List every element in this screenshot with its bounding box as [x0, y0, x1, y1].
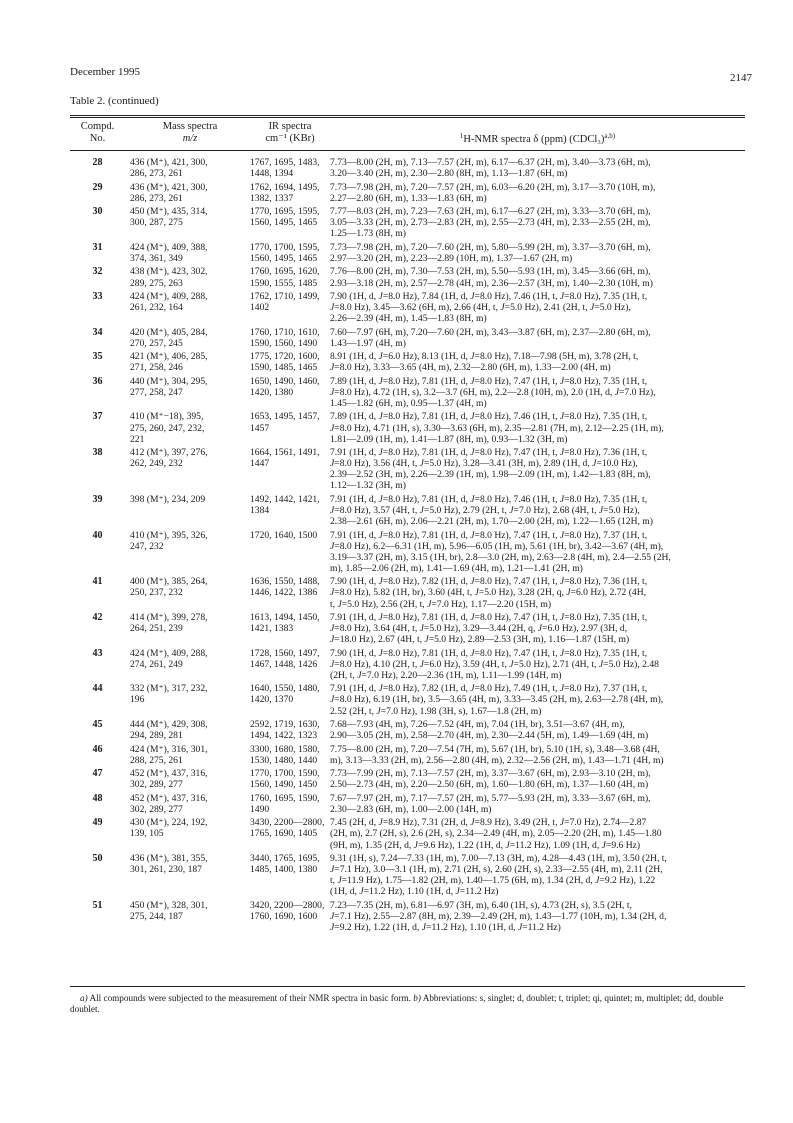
mass-spectra-cell: 412 (M⁺), 397, 276, 262, 249, 232 — [130, 447, 208, 470]
page-number: 2147 — [730, 72, 752, 84]
mass-spectra-cell: 436 (M⁺), 421, 300, 286, 273, 261 — [130, 157, 208, 180]
ir-spectra-cell: 1760, 1695, 1590, 1490 — [250, 792, 320, 815]
table-row — [70, 157, 745, 179]
ir-spectra-cell: 1613, 1494, 1450, 1421, 1383 — [250, 612, 320, 635]
compound-number-cell: 47 — [92, 768, 103, 780]
nmr-spectra-cell: 7.90 (1H, d, J=8.0 Hz), 7.82 (1H, d, J=8.0 Hz), 7.47 (1H, t, J=8.0 Hz), 7.36 (1H, t, J=8.0 Hz), 5.82 (1H, br), 3.60 (4H, t, J=5.0 Hz), 3.28 (2H, q, J=6.0 Hz), 2.72 (4H, t, J=5.0 Hz), 2.56 (2H, t, J=7.0 Hz), 1.17—2.20 (15H, m) — [330, 576, 648, 610]
column-header-mass-spectra — [130, 121, 250, 145]
table-row — [70, 853, 745, 897]
mass-spectra-cell: 436 (M⁺), 421, 300, 286, 273, 261 — [130, 181, 208, 204]
table-row — [70, 817, 745, 850]
ir-spectra-cell: 3420, 2200—2800, 1760, 1690, 1600 — [250, 899, 325, 922]
nmr-spectra-cell: 7.91 (1H, d, J=8.0 Hz), 7.81 (1H, d, J=8.0 Hz), 7.47 (1H, t, J=8.0 Hz), 7.36 (1H, t, J=8.0 Hz), 3.56 (4H, t, J=5.0 Hz), 3.28—3.41 (3H, m), 2.89 (1H, d, J=10.0 Hz), 2.39—2.52 (3H, m), 2.26—2.39 (1H, m), 1.98—2.09 (1H, m), 1.42—1.83 (8H, m), 1.12—1.32 (3H, m) — [330, 447, 651, 492]
table-header-rule — [70, 150, 745, 151]
mass-header-line1: Mass spectra — [162, 121, 218, 132]
ir-spectra-cell: 1720, 1640, 1500 — [250, 529, 318, 541]
compound-number-cell: 46 — [92, 743, 103, 755]
footnote-b-marker: b) — [413, 993, 421, 1003]
table-row — [70, 648, 745, 681]
nmr-spectra-cell: 7.91 (1H, d, J=8.0 Hz), 7.81 (1H, d, J=8.0 Hz), 7.46 (1H, t, J=8.0 Hz), 7.35 (1H, t, J=8.0 Hz), 3.57 (4H, t, J=5.0 Hz), 2.79 (2H, t, J=7.0 Hz), 2.68 (4H, t, J=5.0 Hz), 2.38—2.61 (6H, m), 2.06—2.21 (2H, m), 1.70—2.00 (2H, m), 1.22—1.65 (12H, m) — [330, 493, 653, 528]
mass-spectra-cell: 436 (M⁺), 381, 355, 301, 261, 230, 187 — [130, 853, 208, 876]
ir-spectra-cell: 1770, 1700, 1595, 1560, 1495, 1465 — [250, 241, 320, 264]
nmr-spectra-cell: 7.91 (1H, d, J=8.0 Hz), 7.81 (1H, d, J=8.0 Hz), 7.47 (1H, t, J=8.0 Hz), 7.35 (1H, t, J=8.0 Hz), 3.64 (4H, t, J=5.0 Hz), 3.29—3.44 (2H, q, J=6.0 Hz), 2.97 (3H, d, J=18.0 Hz), 2.67 (4H, t, J=5.0 Hz), 2.89—2.53 (3H, m), 1.16—1.87 (15H, m) — [330, 612, 648, 646]
mass-spectra-cell: 444 (M⁺), 429, 308, 294, 289, 281 — [130, 719, 208, 742]
table-caption: Table 2. (continued) — [70, 95, 159, 107]
ir-spectra-cell: 1636, 1550, 1488, 1446, 1422, 1386 — [250, 576, 320, 599]
ir-spectra-cell: 1664, 1561, 1491, 1447 — [250, 447, 320, 470]
table-row — [70, 768, 745, 790]
compound-number-cell: 31 — [92, 241, 103, 253]
mass-spectra-cell: 438 (M⁺), 423, 302, 289, 275, 263 — [130, 266, 208, 289]
compound-number-cell: 32 — [92, 266, 103, 278]
mass-spectra-cell: 450 (M⁺), 328, 301, 275, 244, 187 — [130, 899, 208, 922]
compound-number-cell: 43 — [92, 647, 103, 659]
mass-spectra-cell: 410 (M⁺−18), 395, 275, 260, 247, 232, 221 — [130, 411, 205, 445]
nmr-spectra-cell: 7.67—7.97 (2H, m), 7.17—7.57 (2H, m), 5.77—5.93 (2H, m), 3.33—3.67 (6H, m), 2.30—2.83 (6H, m), 1.00—2.00 (14H, m) — [330, 792, 651, 815]
table-row — [70, 327, 745, 349]
nmr-spectra-cell: 7.75—8.00 (2H, m), 7.20—7.54 (7H, m), 5.67 (1H, br), 5.10 (1H, s), 3.48—3.68 (4H, m), 3.13—3.33 (2H, m), 2.56—2.80 (4H, m), 2.32—2.56 (2H, m), 1.43—1.71 (4H, m) — [330, 743, 664, 766]
compound-number-cell: 33 — [92, 290, 103, 302]
mass-spectra-cell: 424 (M⁺), 409, 388, 374, 361, 349 — [130, 241, 208, 264]
compound-number-cell: 30 — [92, 206, 103, 218]
mass-spectra-cell: 414 (M⁺), 399, 278, 264, 251, 239 — [130, 612, 208, 635]
mass-spectra-cell: 430 (M⁺), 224, 192, 139, 105 — [130, 817, 208, 840]
mass-spectra-cell: 421 (M⁺), 406, 285, 271, 258, 246 — [130, 351, 208, 374]
compd-header-line2: No. — [89, 133, 106, 144]
table-row — [70, 206, 745, 239]
table-footnote — [70, 993, 745, 1015]
ir-spectra-cell: 1770, 1700, 1590, 1560, 1490, 1450 — [250, 768, 320, 791]
table-row — [70, 744, 745, 766]
table-row — [70, 793, 745, 815]
compound-number-cell: 39 — [92, 493, 103, 505]
compound-number-cell: 37 — [92, 411, 103, 423]
ir-spectra-cell: 1650, 1490, 1460, 1420, 1380 — [250, 375, 320, 398]
ir-spectra-cell: 1775, 1720, 1600, 1590, 1485, 1465 — [250, 351, 320, 374]
nmr-spectra-cell: 7.45 (2H, d, J=8.9 Hz), 7.31 (2H, d, J=8.9 Hz), 3.49 (2H, t, J=7.0 Hz), 2.74—2.87 (2H, m), 2.7 (2H, s), 2.6 (2H, s), 2.34—2.49 (4H, m), 2.05—2.20 (2H, m), 1.45—1.80 (9H, m), 1.35 (2H, d, J=9.6 Hz), 1.22 (1H, d, J=11.2 Hz), 1.09 (1H, d, J=9.6 Hz) — [330, 817, 662, 851]
nmr-spectra-cell: 7.73—7.99 (2H, m), 7.13—7.57 (2H, m), 3.37—3.67 (6H, m), 2.93—3.10 (2H, m), 2.50—2.73 (4H, m), 2.20—2.50 (6H, m), 1.60—1.80 (6H, m), 1.37—1.60 (4H, m) — [330, 768, 651, 791]
nmr-header-label: H-NMR spectra δ (ppm) (CDCl₃) — [463, 134, 605, 145]
table-top-rule — [70, 115, 745, 116]
mass-spectra-cell: 424 (M⁺), 409, 288, 261, 232, 164 — [130, 290, 208, 314]
ir-spectra-cell: 1770, 1695, 1595, 1560, 1495, 1465 — [250, 206, 320, 229]
nmr-spectra-cell: 8.91 (1H, d, J=6.0 Hz), 8.13 (1H, d, J=8.0 Hz), 7.18—7.98 (5H, m), 3.78 (2H, t, J=8.0 Hz), 3.33—3.65 (4H, m), 2.32—2.80 (6H, m), 1.33—2.00 (4H, m) — [330, 351, 639, 374]
ir-spectra-cell: 1760, 1710, 1610, 1590, 1560, 1490 — [250, 326, 320, 349]
column-header-compd — [70, 121, 125, 145]
mass-spectra-cell: 452 (M⁺), 437, 316, 302, 289, 277 — [130, 792, 208, 815]
mass-header-line2: m/z — [182, 133, 198, 144]
ir-spectra-cell: 1640, 1550, 1480, 1420, 1370 — [250, 683, 320, 706]
ir-header-line1: IR spectra — [268, 121, 312, 132]
table-row — [70, 351, 745, 373]
ir-header-line2: cm⁻¹ (KBr) — [265, 133, 315, 144]
table-row — [70, 900, 745, 933]
ir-spectra-cell: 1762, 1710, 1499, 1402 — [250, 290, 320, 314]
compound-number-cell: 28 — [92, 157, 103, 168]
nmr-spectra-cell: 7.76—8.00 (2H, m), 7.30—7.53 (2H, m), 5.50—5.93 (1H, m), 3.45—3.66 (6H, m), 2.93—3.18 (2H, m), 2.57—2.78 (4H, m), 2.36—2.57 (3H, m), 1.40—2.30 (10H, m) — [330, 266, 653, 289]
nmr-spectra-cell: 7.73—7.98 (2H, m), 7.20—7.60 (2H, m), 5.80—5.99 (2H, m), 3.37—3.70 (6H, m), 2.97—3.20 (2H, m), 2.23—2.89 (10H, m), 1.37—1.67 (2H, m) — [330, 241, 651, 264]
table-row — [70, 576, 745, 609]
table-row — [70, 291, 745, 324]
compound-number-cell: 44 — [92, 683, 103, 695]
compound-number-cell: 40 — [92, 529, 103, 541]
compound-number-cell: 34 — [92, 326, 103, 338]
compound-number-cell: 42 — [92, 612, 103, 624]
footnote-a-marker: a) — [80, 993, 88, 1003]
table-row — [70, 242, 745, 264]
ir-spectra-cell: 3300, 1680, 1580, 1530, 1480, 1440 — [250, 743, 320, 766]
ir-spectra-cell: 1728, 1560, 1497, 1467, 1448, 1426 — [250, 647, 320, 670]
mass-spectra-cell: 410 (M⁺), 395, 326, 247, 232 — [130, 529, 208, 552]
table-row — [70, 376, 745, 409]
nmr-header-superscript: 1 — [459, 132, 464, 140]
nmr-spectra-cell: 7.77—8.03 (2H, m), 7.23—7.63 (2H, m), 6.17—6.27 (2H, m), 3.33—3.70 (6H, m), 3.05—3.33 (2H, m), 2.73—2.83 (2H, m), 2.55—2.73 (4H, m), 2.33—2.55 (2H, m), 1.25—1.73 (8H, m) — [330, 206, 651, 240]
ir-spectra-cell: 1653, 1495, 1457, 1457 — [250, 411, 320, 434]
compound-number-cell: 51 — [92, 899, 103, 911]
nmr-spectra-cell: 7.90 (1H, d, J=8.0 Hz), 7.81 (1H, d, J=8.0 Hz), 7.47 (1H, t, J=8.0 Hz), 7.35 (1H, t, J=8.0 Hz), 4.10 (2H, t, J=6.0 Hz), 3.59 (4H, t, J=5.0 Hz), 2.71 (4H, t, J=5.0 Hz), 2.48 (2H, t, J=7.0 Hz), 2.20—2.36 (1H, m), 1.11—1.99 (14H, m) — [330, 647, 659, 681]
nmr-spectra-cell: 7.68—7.93 (4H, m), 7.26—7.52 (4H, m), 7.04 (1H, br), 3.51—3.67 (4H, m), 2.90—3.05 (2H, m), 2.58—2.70 (4H, m), 2.30—2.44 (5H, m), 1.49—1.69 (4H, m) — [330, 719, 649, 742]
mass-spectra-cell: 424 (M⁺), 409, 288, 274, 261, 249 — [130, 647, 208, 670]
ir-spectra-cell: 3440, 1765, 1695, 1485, 1400, 1380 — [250, 853, 320, 876]
compound-number-cell: 45 — [92, 719, 103, 731]
compound-number-cell: 49 — [92, 817, 103, 829]
nmr-spectra-cell: 7.91 (1H, d, J=8.0 Hz), 7.81 (1H, d, J=8.0 Hz), 7.47 (1H, t, J=8.0 Hz), 7.37 (1H, t, J=8.0 Hz), 6.2—6.31 (1H, m), 5.96—6.05 (1H, m), 5.61 (1H, br), 3.42—3.67 (4H, m), 3.19—3.37 (2H, m), 3.15 (1H, br), 2.8—3.0 (2H, m), 2.63—2.8 (4H, m), 2.4—2.55 (2H, m), 1.85—2.06 (2H, m), 1.41—1.69 (4H, m), 1.21—1.41 (2H, m) — [330, 529, 671, 574]
nmr-spectra-cell: 9.31 (1H, s), 7.24—7.33 (1H, m), 7.00—7.13 (3H, m), 4.28—4.43 (1H, m), 3.50 (2H, t, J=7.1 Hz), 3.0—3.1 (1H, m), 2.71 (2H, s), 2.60 (2H, s), 2.33—2.55 (4H, m), 2.11 (2H, t, J=11.9 Hz), 1.75—1.82 (2H, m), 1.40—1.75 (6H, m), 1.34 (2H, d, J=9.2 Hz), 1.22 (1H, d, J=11.2 Hz), 1.10 (1H, d, J=11.2 Hz) — [330, 853, 667, 898]
nmr-spectra-cell: 7.91 (1H, d, J=8.0 Hz), 7.82 (1H, d, J=8.0 Hz), 7.49 (1H, t, J=8.0 Hz), 7.37 (1H, t, J=8.0 Hz), 6.19 (1H, br), 3.5—3.65 (4H, m), 3.33—3.45 (2H, m), 2.63—2.78 (4H, m), 2.52 (2H, t, J=7.0 Hz), 1.98 (3H, s), 1.67—1.8 (2H, m) — [330, 683, 664, 717]
table-row — [70, 266, 745, 288]
table-row — [70, 182, 745, 204]
nmr-spectra-cell: 7.23—7.35 (2H, m), 6.81—6.97 (3H, m), 6.40 (1H, s), 4.73 (2H, s), 3.5 (2H, t, J=7.1 Hz), 2.55—2.87 (8H, m), 2.39—2.49 (2H, m), 1.43—1.77 (10H, m), 1.34 (2H, d, J=9.2 Hz), 1.22 (1H, d, J=11.2 Hz), 1.10 (1H, d, J=11.2 Hz) — [330, 899, 667, 933]
mass-spectra-cell: 398 (M⁺), 234, 209 — [130, 493, 206, 505]
table-row — [70, 719, 745, 741]
column-header-nmr-spectra — [330, 130, 745, 146]
column-header-ir-spectra — [250, 121, 330, 145]
table-row — [70, 530, 745, 574]
compound-number-cell: 35 — [92, 351, 103, 363]
footnote-a-text: All compounds were subjected to the measurement of their NMR spectra in basic form. — [89, 993, 411, 1003]
nmr-spectra-cell: 7.89 (1H, d, J=8.0 Hz), 7.81 (1H, d, J=8.0 Hz), 7.47 (1H, t, J=8.0 Hz), 7.35 (1H, t, J=8.0 Hz), 4.72 (1H, s), 3.2—3.7 (6H, m), 2.2—2.8 (10H, m), 2.0 (1H, d, J=7.0 Hz), 1.45—1.82 (6H, m), 0.95—1.37 (4H, m) — [330, 375, 656, 409]
compd-header-line1: Compd. — [80, 121, 115, 132]
ir-spectra-cell: 2592, 1719, 1630, 1494, 1422, 1323 — [250, 719, 320, 742]
table-row — [70, 612, 745, 645]
ir-spectra-cell: 1767, 1695, 1483, 1448, 1394 — [250, 157, 320, 180]
nmr-spectra-cell: 7.73—7.98 (2H, m), 7.20—7.57 (2H, m), 6.03—6.20 (2H, m), 3.17—3.70 (10H, m), 2.27—2.80 (6H, m), 1.33—1.83 (6H, m) — [330, 181, 656, 204]
compound-number-cell: 36 — [92, 375, 103, 387]
footnote-b-text: Abbreviations: s, singlet; d, doublet; t, triplet; qi, quintet; m, multiplet; dd, double doublet. — [70, 993, 724, 1014]
table-row — [70, 447, 745, 491]
mass-spectra-cell: 450 (M⁺), 435, 314, 300, 287, 275 — [130, 206, 208, 229]
table-row — [70, 683, 745, 716]
mass-spectra-cell: 400 (M⁺), 385, 264, 250, 237, 232 — [130, 576, 208, 599]
compound-number-cell: 29 — [92, 181, 103, 193]
ir-spectra-cell: 1760, 1695, 1620, 1590, 1555, 1485 — [250, 266, 320, 289]
nmr-header-footnote-marker: a,b) — [604, 132, 616, 140]
nmr-spectra-cell: 7.90 (1H, d, J=8.0 Hz), 7.84 (1H, d, J=8.0 Hz), 7.46 (1H, t, J=8.0 Hz), 7.35 (1H, t, J=8.0 Hz), 3.45—3.62 (6H, m), 2.66 (4H, t, J=5.0 Hz), 2.41 (2H, t, J=5.0 Hz), 2.26—2.39 (4H, m), 1.45—1.83 (8H, m) — [330, 290, 648, 325]
mass-spectra-cell: 440 (M⁺), 304, 295, 277, 258, 247 — [130, 375, 208, 398]
nmr-spectra-cell: 7.73—8.00 (2H, m), 7.13—7.57 (2H, m), 6.17—6.37 (2H, m), 3.40—3.73 (6H, m), 3.20—3.40 (2H, m), 2.30—2.80 (8H, m), 1.13—1.87 (6H, m) — [330, 157, 651, 180]
mass-spectra-cell: 424 (M⁺), 316, 301, 288, 275, 261 — [130, 743, 208, 766]
table-top-rule-double — [70, 117, 745, 118]
mass-spectra-cell: 452 (M⁺), 437, 316, 302, 289, 277 — [130, 768, 208, 791]
ir-spectra-cell: 3430, 2200—2800, 1765, 1690, 1405 — [250, 817, 325, 840]
nmr-spectra-cell: 7.60—7.97 (6H, m), 7.20—7.60 (2H, m), 3.43—3.87 (6H, m), 2.37—2.80 (6H, m), 1.43—1.97 (4H, m) — [330, 326, 651, 349]
running-header-date: December 1995 — [70, 66, 140, 78]
compound-number-cell: 48 — [92, 792, 103, 804]
table-bottom-rule — [70, 986, 745, 987]
ir-spectra-cell: 1762, 1694, 1495, 1382, 1337 — [250, 181, 320, 204]
mass-spectra-cell: 332 (M⁺), 317, 232, 196 — [130, 683, 208, 706]
ir-spectra-cell: 1492, 1442, 1421, 1384 — [250, 493, 320, 517]
nmr-spectra-cell: 7.89 (1H, d, J=8.0 Hz), 7.81 (1H, d, J=8.0 Hz), 7.46 (1H, t, J=8.0 Hz), 7.35 (1H, t, J=8.0 Hz), 4.71 (1H, s), 3.30—3.63 (6H, m), 2.35—2.81 (7H, m), 2.12—2.25 (1H, m), 1.81—2.09 (1H, m), 1.41—1.87 (8H, m), 0.93—1.32 (3H, m) — [330, 411, 664, 445]
table-row — [70, 494, 745, 527]
table-row — [70, 411, 745, 444]
compound-number-cell: 50 — [92, 853, 103, 865]
table-body — [70, 157, 745, 935]
mass-spectra-cell: 420 (M⁺), 405, 284, 270, 257, 245 — [130, 326, 208, 349]
compound-number-cell: 41 — [92, 576, 103, 588]
compound-number-cell: 38 — [92, 447, 103, 459]
